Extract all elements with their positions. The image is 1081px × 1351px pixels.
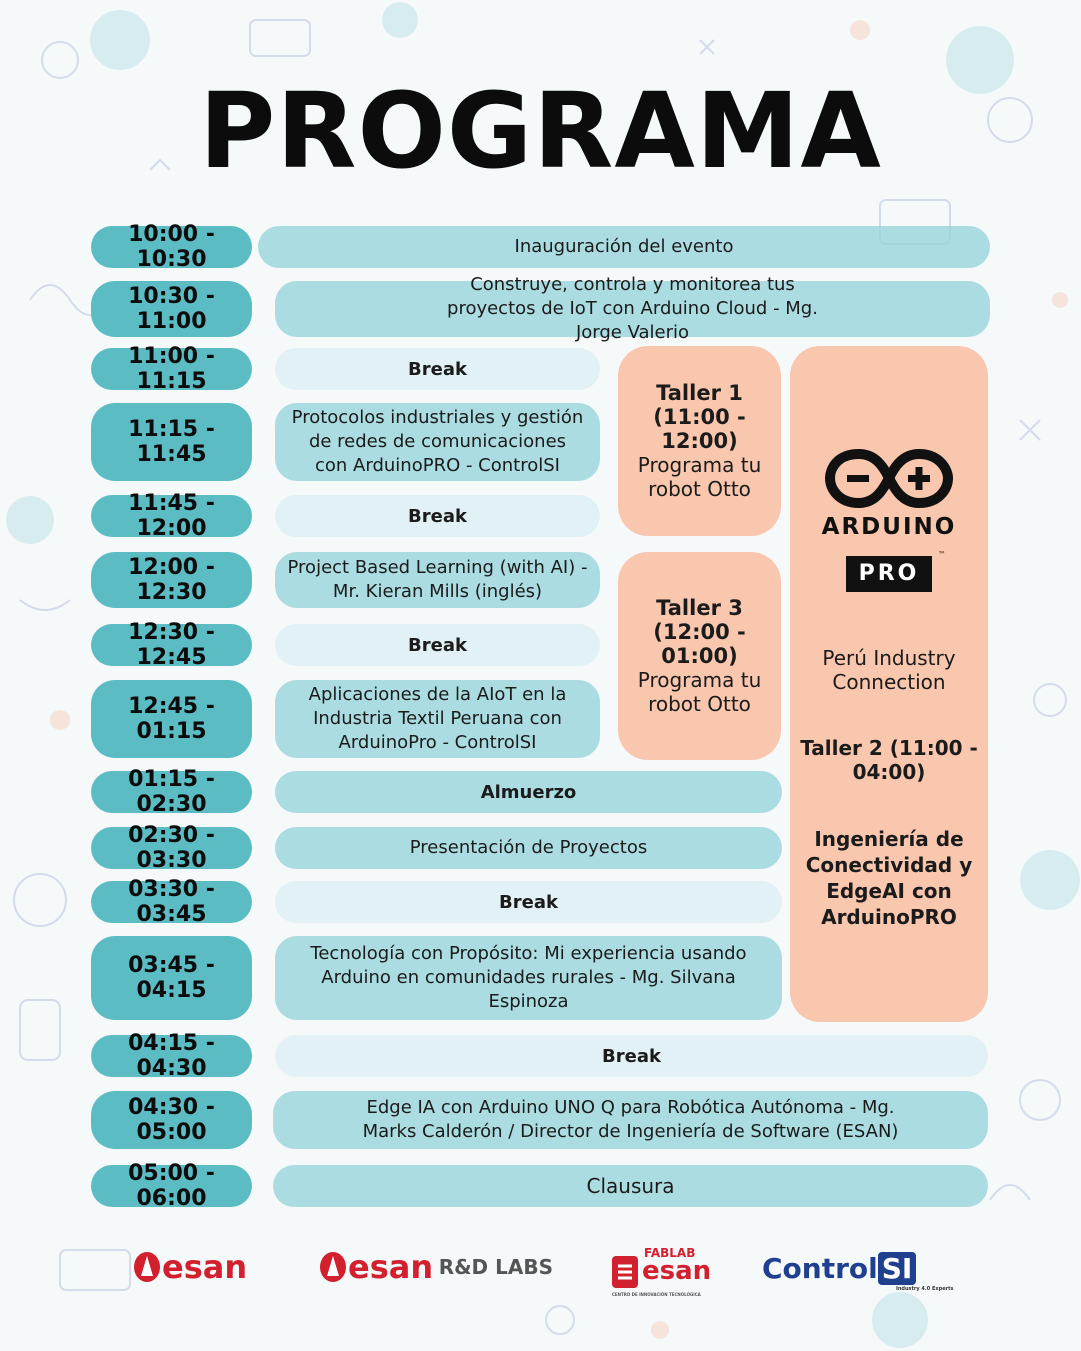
time-slot: 10:30 - 11:00: [91, 281, 252, 337]
arduino-infinity-logo: [824, 446, 954, 511]
session-pbl: Project Based Learning (with AI) - Mr. Kieran Mills (inglés): [275, 552, 600, 608]
session-aiot-textil: Aplicaciones de la AIoT en la Industria Textil Peruana con ArduinoPro - ControlSI: [275, 680, 600, 758]
session-proyectos: Presentación de Proyectos: [275, 827, 782, 869]
session-edge-ia: Edge IA con Arduino UNO Q para Robótica Autónoma - Mg. Marks Calderón / Director de Ingeniería de Software (ESAN): [273, 1091, 988, 1149]
time-slot: 04:15 - 04:30: [91, 1035, 252, 1077]
workshop-subtitle: Programa tu robot Otto: [637, 668, 762, 716]
esan-logo: esan: [132, 1248, 247, 1286]
time-slot: 12:30 - 12:45: [91, 624, 252, 666]
time-slot: 02:30 - 03:30: [91, 827, 252, 869]
time-slot: 04:30 - 05:00: [91, 1091, 252, 1149]
time-slot: 01:15 - 02:30: [91, 771, 252, 813]
page-title: PROGRAMA: [199, 70, 882, 192]
break-3: Break: [275, 624, 600, 666]
break-2: Break: [275, 495, 600, 537]
esan-rd-labs-logo: esan R&D LABS: [318, 1248, 553, 1286]
arduino-wordmark: ARDUINO: [821, 514, 957, 540]
fablab-gear-icon: [608, 1252, 642, 1292]
time-slot: 11:00 - 11:15: [91, 348, 252, 390]
break-4: Break: [275, 881, 782, 923]
workshop-subtitle: Programa tu robot Otto: [637, 453, 762, 501]
time-slot: 12:45 - 01:15: [91, 680, 252, 758]
time-slot: 11:45 - 12:00: [91, 495, 252, 537]
arduino-pro-badge: PRO: [846, 556, 932, 592]
break-1: Break: [275, 348, 600, 390]
session-closing: Clausura: [273, 1165, 988, 1207]
time-slot: 03:45 - 04:15: [91, 936, 252, 1020]
break-5: Break: [275, 1035, 988, 1077]
workshop-description: Ingeniería de Conectividad y EdgeAI con ArduinoPRO: [805, 827, 973, 929]
esan-seal-icon: [318, 1250, 348, 1284]
time-slot: 10:00 - 10:30: [91, 226, 252, 268]
time-slot: 03:30 - 03:45: [91, 881, 252, 923]
time-slot: 05:00 - 06:00: [91, 1165, 252, 1207]
session-arduino-cloud: Construye, controla y monitorea tus proyectos de IoT con Arduino Cloud - Mg. Jorge Valerio: [275, 281, 990, 337]
session-protocolos: Protocolos industriales y gestión de redes de comunicaciones con ArduinoPRO - ControlSI: [275, 403, 600, 481]
controlsi-logo: Control SI Industry 4.0 Experts: [762, 1252, 954, 1292]
time-slot: 12:00 - 12:30: [91, 552, 252, 608]
sponsor-logos: esan esan R&D LABS FABLAB esan CENTRO DE INNOVACIÓN TECNOLÓGICA Control SI Industry 4.0 Experts: [0, 1238, 1081, 1308]
time-slot: 11:15 - 11:45: [91, 403, 252, 481]
workshop-title: Taller 1 (11:00 - 12:00): [653, 381, 746, 453]
workshop-taller-3: [618, 552, 781, 760]
workshop-taller-1: [618, 346, 781, 536]
workshop-title: Taller 2 (11:00 - 04:00): [800, 736, 978, 784]
trademark-mark: ™: [938, 550, 946, 559]
workshop-connection: Perú Industry Connection: [822, 646, 956, 694]
workshop-taller-2: [790, 346, 988, 1022]
lunch: Almuerzo: [275, 771, 782, 813]
esan-seal-icon: [132, 1250, 162, 1284]
session-tecnologia-proposito: Tecnología con Propósito: Mi experiencia usando Arduino en comunidades rurales - Mg. Silvana Espinoza: [275, 936, 782, 1020]
workshop-title: Taller 3 (12:00 - 01:00): [653, 596, 746, 668]
session-opening: Inauguración del evento: [258, 226, 990, 268]
